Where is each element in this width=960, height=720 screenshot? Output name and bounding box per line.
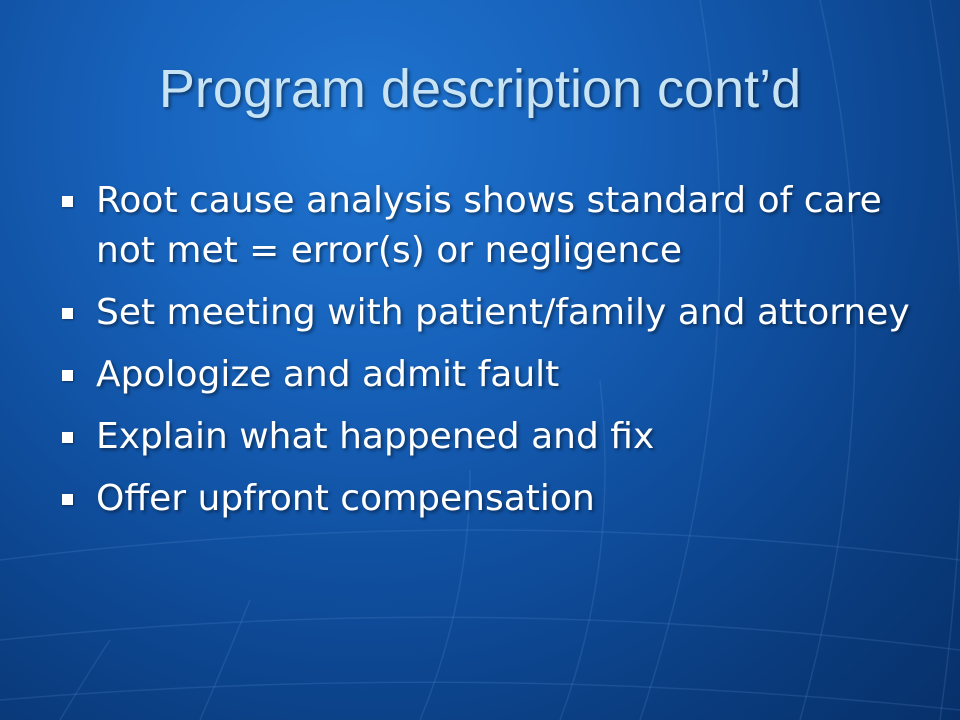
- bullet-text: Set meeting with patient/family and attorney: [96, 292, 910, 333]
- bullet-text: Root cause analysis shows standard of care not met = error(s) or negligence: [96, 180, 882, 271]
- square-bullet-icon: [62, 196, 73, 207]
- bullet-text: Apologize and admit fault: [96, 354, 560, 395]
- bullet-item: [58, 176, 918, 276]
- bullet-text: Offer upfront compensation: [96, 478, 595, 519]
- square-bullet-icon: [62, 432, 73, 443]
- bullet-text: Explain what happened and fix: [96, 416, 655, 457]
- square-bullet-icon: [62, 494, 73, 505]
- bullet-item: [58, 412, 918, 462]
- square-bullet-icon: [62, 370, 73, 381]
- bullet-item: [58, 288, 918, 338]
- bullet-item: [58, 350, 918, 400]
- slide-title: Program description cont’d: [158, 59, 802, 119]
- square-bullet-icon: [62, 308, 73, 319]
- bullet-list: [58, 176, 918, 536]
- bullet-item: [58, 474, 918, 524]
